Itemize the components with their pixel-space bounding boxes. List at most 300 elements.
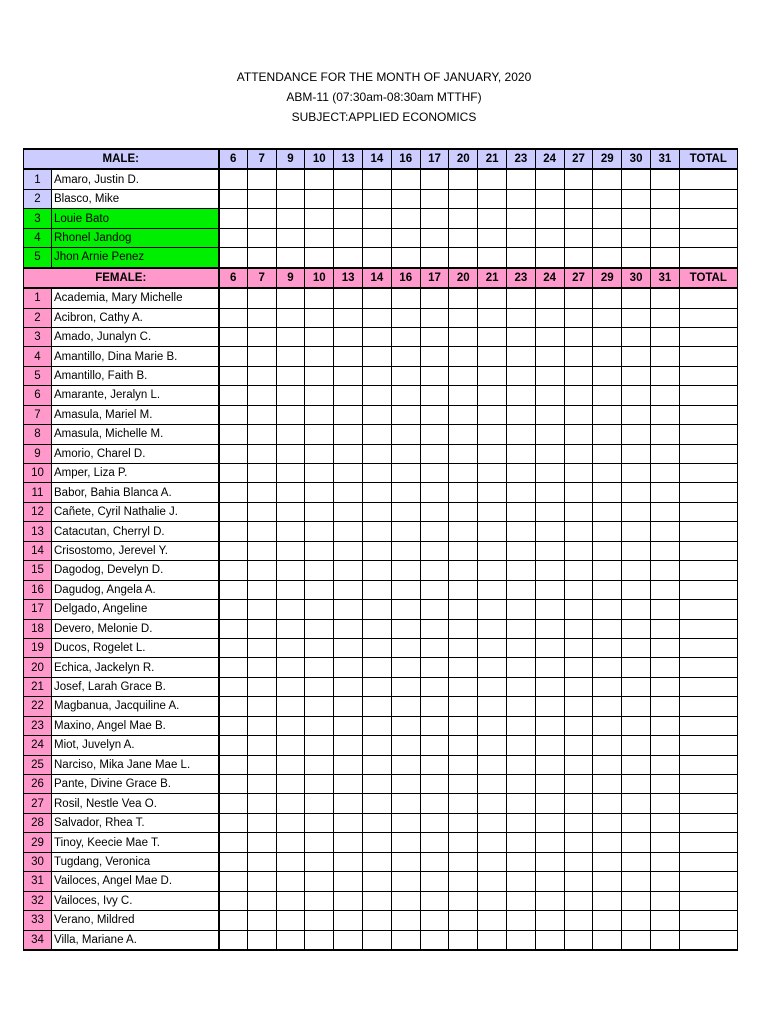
attendance-cell[interactable] <box>363 366 392 385</box>
total-cell[interactable] <box>679 541 737 560</box>
attendance-cell[interactable] <box>363 209 392 228</box>
total-cell[interactable] <box>679 716 737 735</box>
attendance-cell[interactable] <box>478 464 507 483</box>
total-cell[interactable] <box>679 483 737 502</box>
attendance-cell[interactable] <box>420 677 449 696</box>
attendance-cell[interactable] <box>564 209 593 228</box>
attendance-cell[interactable] <box>449 209 478 228</box>
attendance-cell[interactable] <box>305 813 334 832</box>
attendance-cell[interactable] <box>391 658 420 677</box>
attendance-cell[interactable] <box>506 794 535 813</box>
attendance-cell[interactable] <box>219 541 248 560</box>
attendance-cell[interactable] <box>363 638 392 657</box>
attendance-cell[interactable] <box>622 580 651 599</box>
attendance-cell[interactable] <box>276 794 305 813</box>
attendance-cell[interactable] <box>535 930 564 950</box>
attendance-cell[interactable] <box>334 228 363 247</box>
attendance-cell[interactable] <box>622 308 651 327</box>
attendance-cell[interactable] <box>363 658 392 677</box>
attendance-cell[interactable] <box>449 775 478 794</box>
attendance-cell[interactable] <box>276 813 305 832</box>
attendance-cell[interactable] <box>650 189 679 208</box>
attendance-cell[interactable] <box>506 619 535 638</box>
attendance-cell[interactable] <box>622 464 651 483</box>
attendance-cell[interactable] <box>449 716 478 735</box>
total-cell[interactable] <box>679 522 737 541</box>
attendance-cell[interactable] <box>247 755 276 774</box>
attendance-cell[interactable] <box>305 677 334 696</box>
attendance-cell[interactable] <box>650 911 679 930</box>
attendance-cell[interactable] <box>535 794 564 813</box>
total-cell[interactable] <box>679 930 737 950</box>
attendance-cell[interactable] <box>420 228 449 247</box>
attendance-cell[interactable] <box>622 658 651 677</box>
attendance-cell[interactable] <box>420 541 449 560</box>
attendance-cell[interactable] <box>420 561 449 580</box>
attendance-cell[interactable] <box>564 483 593 502</box>
attendance-cell[interactable] <box>535 580 564 599</box>
attendance-cell[interactable] <box>650 308 679 327</box>
attendance-cell[interactable] <box>391 248 420 268</box>
attendance-cell[interactable] <box>219 580 248 599</box>
attendance-cell[interactable] <box>219 833 248 852</box>
attendance-cell[interactable] <box>276 209 305 228</box>
attendance-cell[interactable] <box>276 366 305 385</box>
attendance-cell[interactable] <box>219 658 248 677</box>
attendance-cell[interactable] <box>420 464 449 483</box>
attendance-cell[interactable] <box>247 522 276 541</box>
attendance-cell[interactable] <box>420 189 449 208</box>
attendance-cell[interactable] <box>420 209 449 228</box>
attendance-cell[interactable] <box>334 775 363 794</box>
attendance-cell[interactable] <box>247 600 276 619</box>
attendance-cell[interactable] <box>420 833 449 852</box>
attendance-cell[interactable] <box>478 677 507 696</box>
attendance-cell[interactable] <box>247 464 276 483</box>
attendance-cell[interactable] <box>363 580 392 599</box>
attendance-cell[interactable] <box>276 911 305 930</box>
total-cell[interactable] <box>679 638 737 657</box>
attendance-cell[interactable] <box>363 327 392 346</box>
attendance-cell[interactable] <box>478 600 507 619</box>
attendance-cell[interactable] <box>506 483 535 502</box>
attendance-cell[interactable] <box>478 288 507 308</box>
attendance-cell[interactable] <box>334 405 363 424</box>
attendance-cell[interactable] <box>622 755 651 774</box>
attendance-cell[interactable] <box>506 522 535 541</box>
attendance-cell[interactable] <box>506 580 535 599</box>
attendance-cell[interactable] <box>420 813 449 832</box>
attendance-cell[interactable] <box>564 464 593 483</box>
attendance-cell[interactable] <box>650 638 679 657</box>
attendance-cell[interactable] <box>391 852 420 871</box>
total-cell[interactable] <box>679 658 737 677</box>
attendance-cell[interactable] <box>305 619 334 638</box>
attendance-cell[interactable] <box>305 248 334 268</box>
attendance-cell[interactable] <box>650 347 679 366</box>
attendance-cell[interactable] <box>449 386 478 405</box>
attendance-cell[interactable] <box>391 541 420 560</box>
attendance-cell[interactable] <box>650 833 679 852</box>
attendance-cell[interactable] <box>247 405 276 424</box>
attendance-cell[interactable] <box>506 308 535 327</box>
attendance-cell[interactable] <box>593 658 622 677</box>
total-cell[interactable] <box>679 386 737 405</box>
attendance-cell[interactable] <box>478 502 507 521</box>
attendance-cell[interactable] <box>478 228 507 247</box>
attendance-cell[interactable] <box>449 755 478 774</box>
attendance-cell[interactable] <box>219 169 248 189</box>
attendance-cell[interactable] <box>564 561 593 580</box>
attendance-cell[interactable] <box>305 288 334 308</box>
attendance-cell[interactable] <box>622 794 651 813</box>
attendance-cell[interactable] <box>650 502 679 521</box>
attendance-cell[interactable] <box>391 366 420 385</box>
attendance-cell[interactable] <box>219 444 248 463</box>
attendance-cell[interactable] <box>564 541 593 560</box>
attendance-cell[interactable] <box>535 911 564 930</box>
attendance-cell[interactable] <box>564 852 593 871</box>
attendance-cell[interactable] <box>564 327 593 346</box>
attendance-cell[interactable] <box>334 541 363 560</box>
attendance-cell[interactable] <box>219 189 248 208</box>
attendance-cell[interactable] <box>363 930 392 950</box>
attendance-cell[interactable] <box>593 872 622 891</box>
attendance-cell[interactable] <box>334 308 363 327</box>
attendance-cell[interactable] <box>478 444 507 463</box>
attendance-cell[interactable] <box>276 386 305 405</box>
attendance-cell[interactable] <box>420 248 449 268</box>
attendance-cell[interactable] <box>391 483 420 502</box>
attendance-cell[interactable] <box>564 248 593 268</box>
attendance-cell[interactable] <box>449 580 478 599</box>
attendance-cell[interactable] <box>305 580 334 599</box>
attendance-cell[interactable] <box>449 483 478 502</box>
attendance-cell[interactable] <box>535 366 564 385</box>
attendance-cell[interactable] <box>564 189 593 208</box>
attendance-cell[interactable] <box>247 366 276 385</box>
attendance-cell[interactable] <box>363 852 392 871</box>
attendance-cell[interactable] <box>363 833 392 852</box>
attendance-cell[interactable] <box>535 228 564 247</box>
attendance-cell[interactable] <box>593 852 622 871</box>
attendance-cell[interactable] <box>622 425 651 444</box>
attendance-cell[interactable] <box>363 169 392 189</box>
attendance-cell[interactable] <box>449 169 478 189</box>
attendance-cell[interactable] <box>506 891 535 910</box>
attendance-cell[interactable] <box>449 541 478 560</box>
attendance-cell[interactable] <box>219 775 248 794</box>
attendance-cell[interactable] <box>593 483 622 502</box>
attendance-cell[interactable] <box>478 483 507 502</box>
attendance-cell[interactable] <box>478 209 507 228</box>
attendance-cell[interactable] <box>506 366 535 385</box>
attendance-cell[interactable] <box>363 697 392 716</box>
attendance-cell[interactable] <box>391 444 420 463</box>
attendance-cell[interactable] <box>535 716 564 735</box>
total-cell[interactable] <box>679 677 737 696</box>
attendance-cell[interactable] <box>449 464 478 483</box>
attendance-cell[interactable] <box>564 872 593 891</box>
attendance-cell[interactable] <box>506 189 535 208</box>
attendance-cell[interactable] <box>535 736 564 755</box>
attendance-cell[interactable] <box>219 891 248 910</box>
attendance-cell[interactable] <box>478 189 507 208</box>
attendance-cell[interactable] <box>276 580 305 599</box>
attendance-cell[interactable] <box>535 347 564 366</box>
attendance-cell[interactable] <box>363 522 392 541</box>
attendance-cell[interactable] <box>478 852 507 871</box>
attendance-cell[interactable] <box>564 697 593 716</box>
attendance-cell[interactable] <box>334 464 363 483</box>
attendance-cell[interactable] <box>276 697 305 716</box>
attendance-cell[interactable] <box>247 327 276 346</box>
attendance-cell[interactable] <box>305 638 334 657</box>
total-cell[interactable] <box>679 580 737 599</box>
attendance-cell[interactable] <box>478 386 507 405</box>
attendance-cell[interactable] <box>622 366 651 385</box>
total-cell[interactable] <box>679 444 737 463</box>
attendance-cell[interactable] <box>334 736 363 755</box>
attendance-cell[interactable] <box>391 775 420 794</box>
attendance-cell[interactable] <box>478 580 507 599</box>
attendance-cell[interactable] <box>420 347 449 366</box>
attendance-cell[interactable] <box>593 600 622 619</box>
attendance-cell[interactable] <box>593 347 622 366</box>
attendance-cell[interactable] <box>650 386 679 405</box>
attendance-cell[interactable] <box>622 561 651 580</box>
attendance-cell[interactable] <box>219 852 248 871</box>
attendance-cell[interactable] <box>535 444 564 463</box>
attendance-cell[interactable] <box>564 794 593 813</box>
attendance-cell[interactable] <box>305 308 334 327</box>
attendance-cell[interactable] <box>391 697 420 716</box>
attendance-cell[interactable] <box>391 405 420 424</box>
attendance-cell[interactable] <box>334 872 363 891</box>
attendance-cell[interactable] <box>650 619 679 638</box>
attendance-cell[interactable] <box>535 189 564 208</box>
attendance-cell[interactable] <box>219 872 248 891</box>
attendance-cell[interactable] <box>391 522 420 541</box>
attendance-cell[interactable] <box>219 930 248 950</box>
attendance-cell[interactable] <box>363 775 392 794</box>
attendance-cell[interactable] <box>593 209 622 228</box>
attendance-cell[interactable] <box>593 228 622 247</box>
attendance-cell[interactable] <box>650 444 679 463</box>
attendance-cell[interactable] <box>363 911 392 930</box>
attendance-cell[interactable] <box>506 386 535 405</box>
attendance-cell[interactable] <box>478 930 507 950</box>
attendance-cell[interactable] <box>363 405 392 424</box>
attendance-cell[interactable] <box>650 794 679 813</box>
attendance-cell[interactable] <box>622 775 651 794</box>
attendance-cell[interactable] <box>650 541 679 560</box>
total-cell[interactable] <box>679 775 737 794</box>
attendance-cell[interactable] <box>593 930 622 950</box>
attendance-cell[interactable] <box>334 386 363 405</box>
attendance-cell[interactable] <box>334 425 363 444</box>
total-cell[interactable] <box>679 891 737 910</box>
attendance-cell[interactable] <box>219 813 248 832</box>
attendance-cell[interactable] <box>391 464 420 483</box>
attendance-cell[interactable] <box>334 911 363 930</box>
attendance-cell[interactable] <box>478 813 507 832</box>
attendance-cell[interactable] <box>650 288 679 308</box>
attendance-cell[interactable] <box>305 561 334 580</box>
attendance-cell[interactable] <box>305 658 334 677</box>
attendance-cell[interactable] <box>622 697 651 716</box>
attendance-cell[interactable] <box>334 658 363 677</box>
attendance-cell[interactable] <box>622 209 651 228</box>
attendance-cell[interactable] <box>593 677 622 696</box>
attendance-cell[interactable] <box>622 813 651 832</box>
attendance-cell[interactable] <box>506 228 535 247</box>
attendance-cell[interactable] <box>564 169 593 189</box>
attendance-cell[interactable] <box>622 169 651 189</box>
attendance-cell[interactable] <box>622 444 651 463</box>
attendance-cell[interactable] <box>622 386 651 405</box>
attendance-cell[interactable] <box>535 386 564 405</box>
attendance-cell[interactable] <box>363 619 392 638</box>
total-cell[interactable] <box>679 872 737 891</box>
attendance-cell[interactable] <box>478 872 507 891</box>
attendance-cell[interactable] <box>449 502 478 521</box>
attendance-cell[interactable] <box>478 911 507 930</box>
attendance-cell[interactable] <box>391 425 420 444</box>
attendance-cell[interactable] <box>363 794 392 813</box>
attendance-cell[interactable] <box>276 619 305 638</box>
total-cell[interactable] <box>679 911 737 930</box>
attendance-cell[interactable] <box>449 189 478 208</box>
attendance-cell[interactable] <box>564 347 593 366</box>
attendance-cell[interactable] <box>535 522 564 541</box>
attendance-cell[interactable] <box>449 794 478 813</box>
attendance-cell[interactable] <box>650 405 679 424</box>
attendance-cell[interactable] <box>420 308 449 327</box>
attendance-cell[interactable] <box>276 228 305 247</box>
attendance-cell[interactable] <box>449 288 478 308</box>
attendance-cell[interactable] <box>247 736 276 755</box>
attendance-cell[interactable] <box>247 541 276 560</box>
attendance-cell[interactable] <box>564 288 593 308</box>
attendance-cell[interactable] <box>363 891 392 910</box>
attendance-cell[interactable] <box>305 386 334 405</box>
attendance-cell[interactable] <box>334 169 363 189</box>
attendance-cell[interactable] <box>391 794 420 813</box>
attendance-cell[interactable] <box>276 658 305 677</box>
total-cell[interactable] <box>679 852 737 871</box>
attendance-cell[interactable] <box>622 541 651 560</box>
attendance-cell[interactable] <box>305 483 334 502</box>
attendance-cell[interactable] <box>535 755 564 774</box>
attendance-cell[interactable] <box>650 483 679 502</box>
total-cell[interactable] <box>679 833 737 852</box>
attendance-cell[interactable] <box>219 502 248 521</box>
attendance-cell[interactable] <box>420 444 449 463</box>
attendance-cell[interactable] <box>506 600 535 619</box>
attendance-cell[interactable] <box>305 911 334 930</box>
attendance-cell[interactable] <box>363 189 392 208</box>
attendance-cell[interactable] <box>276 833 305 852</box>
attendance-cell[interactable] <box>276 891 305 910</box>
attendance-cell[interactable] <box>219 600 248 619</box>
attendance-cell[interactable] <box>478 308 507 327</box>
attendance-cell[interactable] <box>449 736 478 755</box>
attendance-cell[interactable] <box>535 209 564 228</box>
attendance-cell[interactable] <box>622 833 651 852</box>
attendance-cell[interactable] <box>506 248 535 268</box>
attendance-cell[interactable] <box>420 327 449 346</box>
attendance-cell[interactable] <box>363 308 392 327</box>
attendance-cell[interactable] <box>622 522 651 541</box>
attendance-cell[interactable] <box>305 209 334 228</box>
attendance-cell[interactable] <box>622 852 651 871</box>
total-cell[interactable] <box>679 813 737 832</box>
attendance-cell[interactable] <box>506 872 535 891</box>
attendance-cell[interactable] <box>363 716 392 735</box>
total-cell[interactable] <box>679 308 737 327</box>
attendance-cell[interactable] <box>564 366 593 385</box>
attendance-cell[interactable] <box>420 522 449 541</box>
attendance-cell[interactable] <box>593 464 622 483</box>
total-cell[interactable] <box>679 169 737 189</box>
attendance-cell[interactable] <box>622 327 651 346</box>
attendance-cell[interactable] <box>305 347 334 366</box>
attendance-cell[interactable] <box>391 561 420 580</box>
attendance-cell[interactable] <box>276 852 305 871</box>
attendance-cell[interactable] <box>420 891 449 910</box>
attendance-cell[interactable] <box>219 347 248 366</box>
attendance-cell[interactable] <box>219 405 248 424</box>
attendance-cell[interactable] <box>219 716 248 735</box>
attendance-cell[interactable] <box>449 930 478 950</box>
attendance-cell[interactable] <box>276 405 305 424</box>
total-cell[interactable] <box>679 600 737 619</box>
attendance-cell[interactable] <box>593 189 622 208</box>
attendance-cell[interactable] <box>506 775 535 794</box>
attendance-cell[interactable] <box>506 697 535 716</box>
attendance-cell[interactable] <box>506 911 535 930</box>
attendance-cell[interactable] <box>622 248 651 268</box>
attendance-cell[interactable] <box>247 658 276 677</box>
attendance-cell[interactable] <box>506 561 535 580</box>
attendance-cell[interactable] <box>276 425 305 444</box>
attendance-cell[interactable] <box>506 169 535 189</box>
total-cell[interactable] <box>679 619 737 638</box>
attendance-cell[interactable] <box>593 425 622 444</box>
attendance-cell[interactable] <box>478 561 507 580</box>
attendance-cell[interactable] <box>247 169 276 189</box>
attendance-cell[interactable] <box>593 697 622 716</box>
attendance-cell[interactable] <box>622 619 651 638</box>
attendance-cell[interactable] <box>276 288 305 308</box>
attendance-cell[interactable] <box>391 169 420 189</box>
attendance-cell[interactable] <box>564 658 593 677</box>
attendance-cell[interactable] <box>247 619 276 638</box>
attendance-cell[interactable] <box>506 405 535 424</box>
attendance-cell[interactable] <box>535 891 564 910</box>
attendance-cell[interactable] <box>650 813 679 832</box>
attendance-cell[interactable] <box>478 697 507 716</box>
attendance-cell[interactable] <box>420 794 449 813</box>
total-cell[interactable] <box>679 697 737 716</box>
attendance-cell[interactable] <box>247 386 276 405</box>
attendance-cell[interactable] <box>506 716 535 735</box>
attendance-cell[interactable] <box>535 852 564 871</box>
total-cell[interactable] <box>679 366 737 385</box>
attendance-cell[interactable] <box>420 872 449 891</box>
attendance-cell[interactable] <box>247 248 276 268</box>
